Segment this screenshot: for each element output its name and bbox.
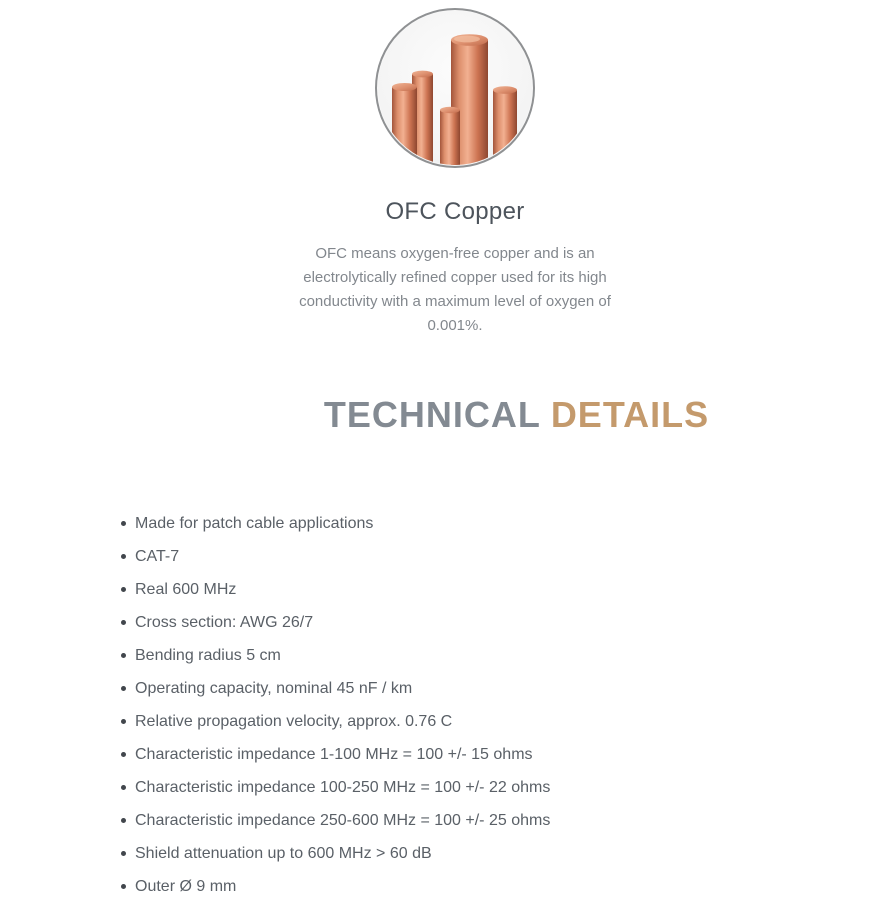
spec-list-item: Real 600 MHz [121,573,893,606]
spec-list-item: Shield attenuation up to 600 MHz > 60 dB [121,837,893,870]
copper-rod [493,86,517,166]
section-heading [0,338,893,437]
section-heading-accent: DETAILS [550,394,710,435]
spec-list-item: Bending radius 5 cm [121,639,893,672]
feature-description: OFC means oxygen-free copper and is an electrolytically refined copper used for its high conductivity with a maximum level of oxygen of 0.001%. [299,245,611,334]
copper-rod [440,107,460,166]
feature-title: OFC Copper [385,198,525,225]
technical-spec-list [121,507,893,902]
spec-list-item: Characteristic impedance 100-250 MHz = 100 +/- 22 ohms [121,771,893,804]
copper-rods-image [375,8,535,168]
spec-list-item: Characteristic impedance 1-100 MHz = 100 +/- 15 ohms [121,738,893,771]
spec-list-item: CAT-7 [121,540,893,573]
feature-card-ofc-copper [285,0,625,338]
spec-list-item: Cross section: AWG 26/7 [121,606,893,639]
spec-list-item: Characteristic impedance 250-600 MHz = 100 +/- 25 ohms [121,804,893,837]
spec-list-item: Relative propagation velocity, approx. 0.76 C [121,705,893,738]
spec-list-item: Made for patch cable applications [121,507,893,540]
section-heading-primary: TECHNICAL [323,394,541,435]
copper-rod [392,83,417,166]
spec-list-item: Operating capacity, nominal 45 nF / km [121,672,893,705]
spec-list-item: Outer Ø 9 mm [121,870,893,902]
